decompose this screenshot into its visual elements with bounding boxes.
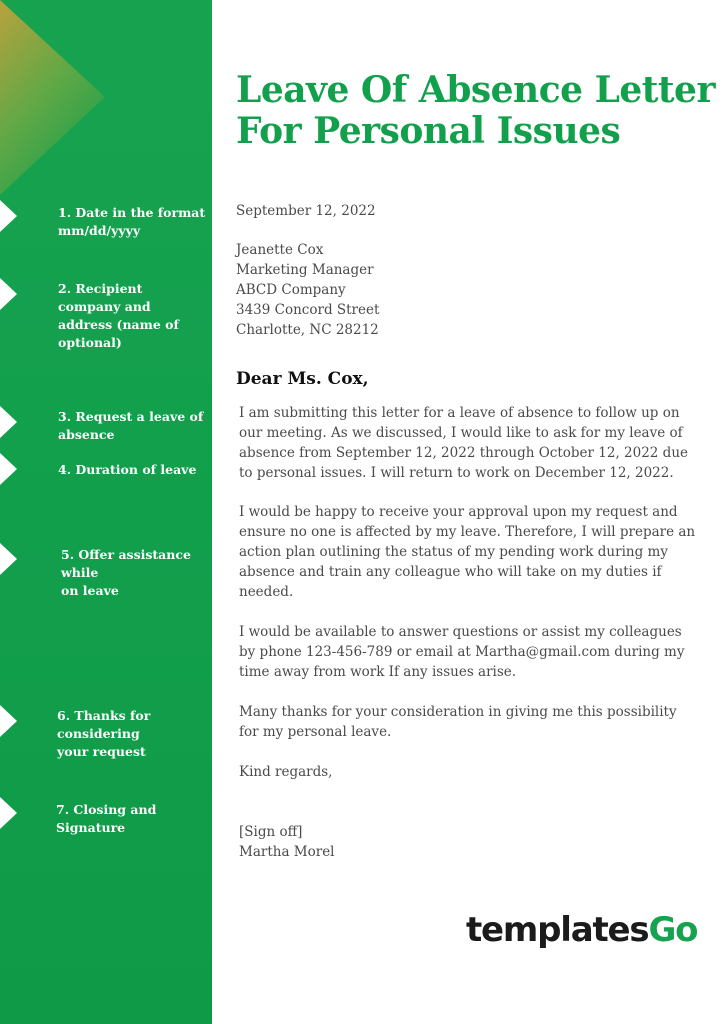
step-5-line1: 5. Offer assistance while — [61, 547, 191, 580]
salutation: Dear Ms. Cox, — [236, 369, 369, 389]
step-4-line1: 4. Duration of leave — [58, 462, 197, 477]
paragraph-line: action plan outlining the status of my pending work during my — [239, 544, 668, 560]
paragraph-line: I would be happy to receive your approval upon my request and — [239, 504, 678, 520]
step-marker-5 — [0, 543, 17, 575]
paragraph-line: I would be available to answer questions or assist my colleagues — [239, 624, 682, 640]
step-marker-1 — [0, 200, 17, 232]
paragraph-line: to personal issues. I will return to work on December 12, 2022. — [239, 465, 674, 481]
corner-triangle-decoration — [0, 0, 105, 195]
paragraph-line: absence and train any colleague who will take on my duties if — [239, 564, 662, 580]
step-4 — [58, 461, 208, 479]
step-5-line2: on leave — [61, 583, 119, 598]
recipient-company: ABCD Company — [236, 282, 346, 298]
paragraph-assistance — [239, 502, 696, 602]
step-1-line2: mm/dd/yyyy — [58, 223, 141, 238]
recipient-street: 3439 Concord Street — [236, 302, 380, 318]
paragraph-line: ensure no one is affected by my leave. Therefore, I will prepare an — [239, 524, 696, 540]
step-7 — [56, 801, 206, 837]
letter-date: September 12, 2022 — [236, 203, 376, 219]
step-marker-6 — [0, 705, 17, 737]
paragraph-line: by phone 123-456-789 or email at Martha@gmail.com during my — [239, 644, 685, 660]
sidebar — [0, 0, 212, 1024]
step-1-line1: 1. Date in the format — [58, 205, 206, 220]
recipient-title: Marketing Manager — [236, 262, 374, 278]
paragraph-availability — [239, 622, 685, 682]
paragraph-line: needed. — [239, 584, 294, 600]
paragraph-request — [239, 403, 689, 483]
step-2-line1: 2. Recipient company and — [58, 281, 151, 314]
step-marker-3 — [0, 406, 17, 438]
recipient-city: Charlotte, NC 28212 — [236, 322, 379, 338]
step-3-line1: 3. Request a leave of — [58, 409, 204, 424]
step-7-line1: 7. Closing and Signature — [56, 802, 157, 835]
closing: Kind regards, — [239, 764, 333, 780]
paragraph-line: I am submitting this letter for a leave of absence to follow up on — [239, 405, 680, 421]
step-3 — [58, 408, 208, 444]
templatesgo-logo — [466, 910, 697, 950]
step-marker-2 — [0, 278, 17, 310]
step-6-line2: your request — [57, 744, 146, 759]
paragraph-line: absence from September 12, 2022 through October 12, 2022 due — [239, 445, 689, 461]
title-line-2: For Personal Issues — [236, 110, 621, 152]
sign-off: [Sign off] — [239, 824, 303, 840]
paragraph-line: for my personal leave. — [239, 724, 392, 740]
step-1 — [58, 204, 208, 240]
page-title — [236, 70, 716, 152]
paragraph-line: time away from work If any issues arise. — [239, 664, 517, 680]
step-5 — [61, 546, 211, 600]
step-2-line2: address (name of optional) — [58, 317, 179, 350]
step-marker-4 — [0, 453, 17, 485]
title-line-1: Leave Of Absence Letter — [236, 69, 715, 111]
step-6 — [57, 707, 207, 761]
paragraph-line: our meeting. As we discussed, I would like to ask for my leave of — [239, 425, 683, 441]
step-marker-7 — [0, 797, 17, 829]
step-2 — [58, 280, 208, 352]
step-6-line1: 6. Thanks for considering — [57, 708, 151, 741]
logo-text-templates: templates — [466, 910, 649, 950]
paragraph-thanks — [239, 702, 679, 742]
step-3-line2: absence — [58, 427, 115, 442]
logo-text-go: Go — [648, 910, 698, 950]
recipient-name: Jeanette Cox — [236, 242, 324, 258]
signer-name: Martha Morel — [239, 844, 335, 860]
paragraph-line: Many thanks for your consideration in giving me this possibility — [239, 704, 677, 720]
